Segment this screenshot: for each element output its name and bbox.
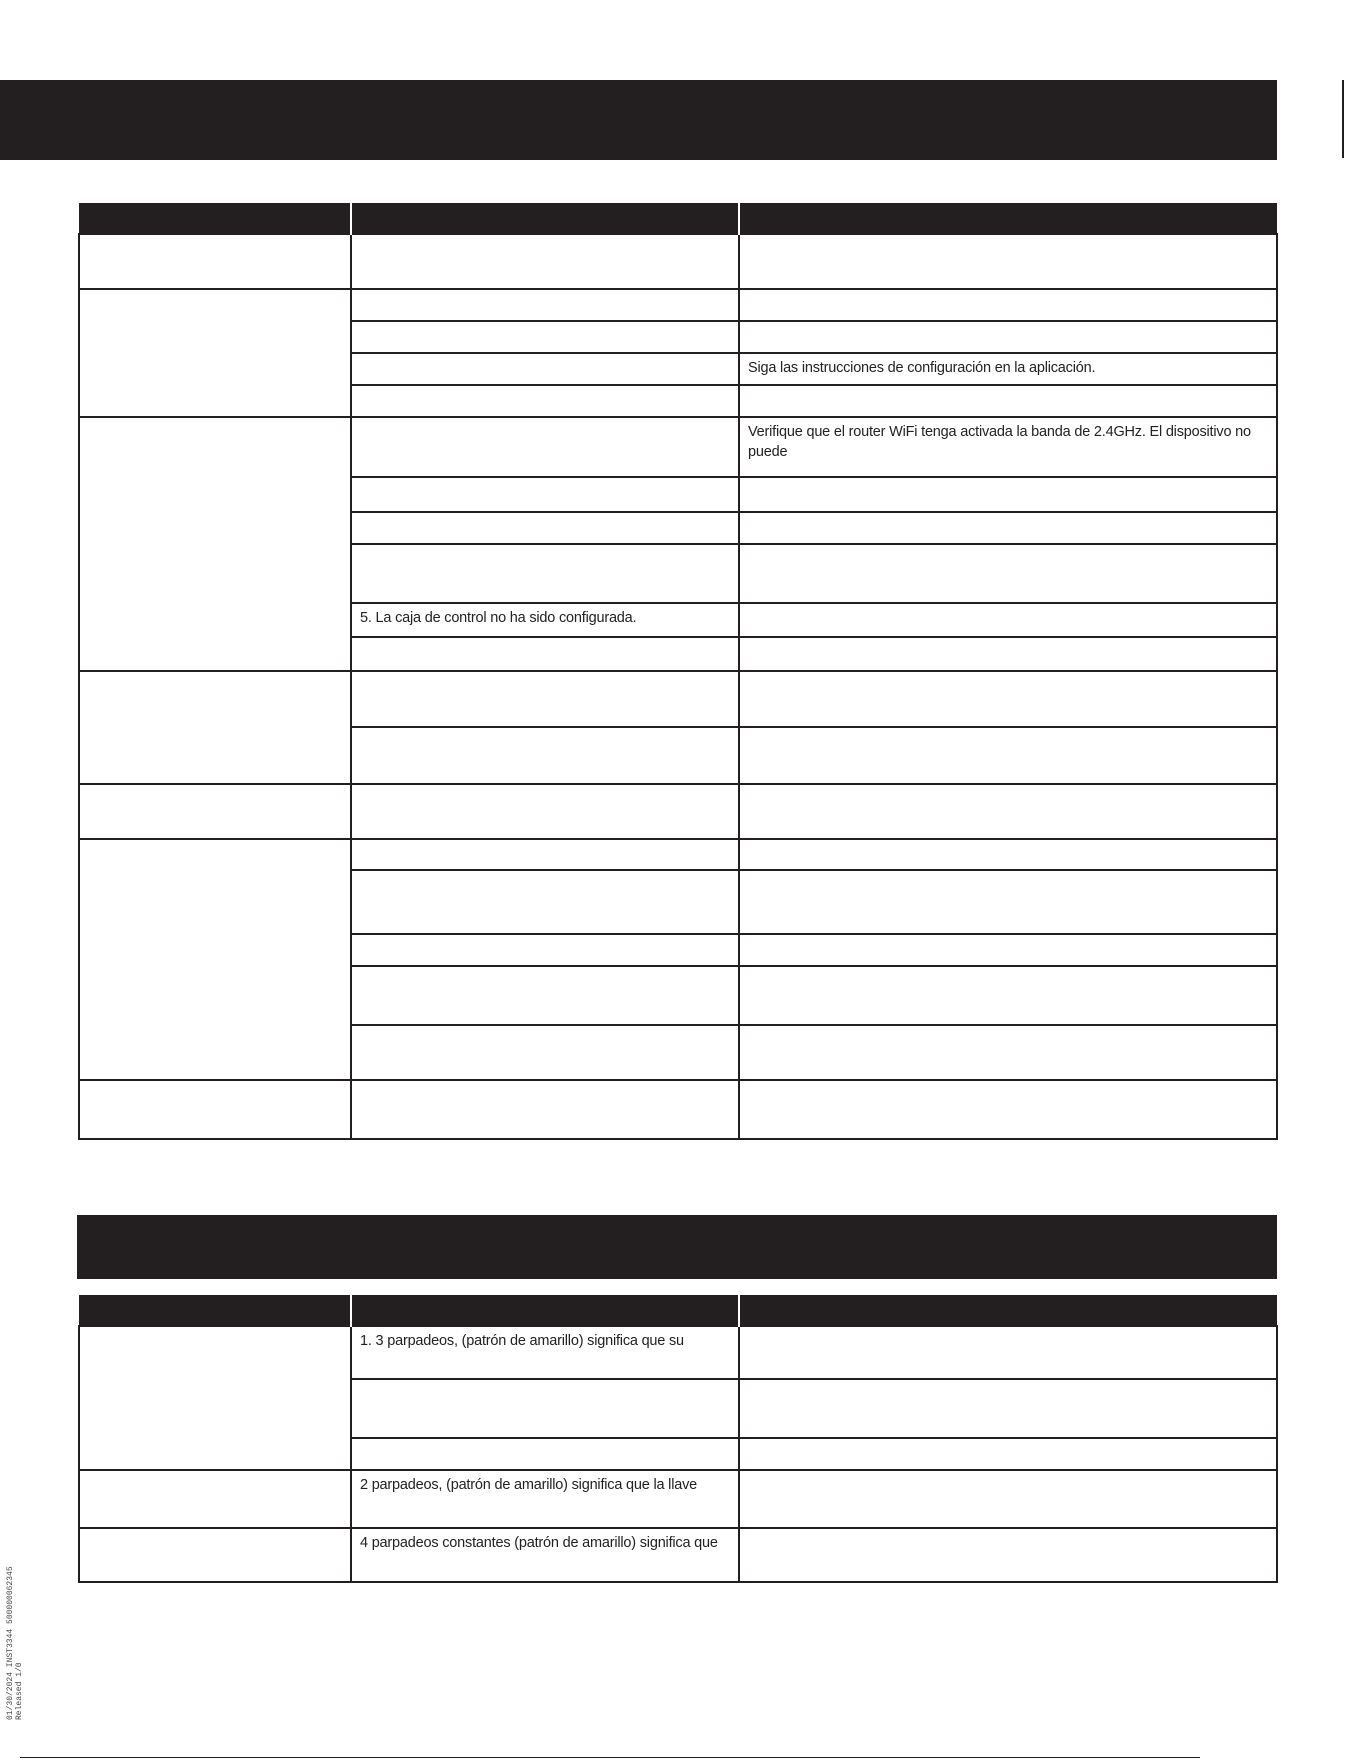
cause-cell [351,477,739,512]
crop-mark [1342,80,1344,158]
troubleshooting-table-2 [78,1295,1278,1583]
table-row [79,289,1277,321]
cause-cell [351,784,739,839]
table-row [79,417,1277,477]
problem-cell [79,1528,351,1582]
problem-cell [79,1080,351,1139]
table-row [79,839,1277,870]
cause-cell: 1. 3 parpadeos, (patrón de amarillo) significa que su [351,1326,739,1379]
side-print-info [6,1566,24,1720]
problem-cell [79,1326,351,1470]
cause-cell: 4 parpadeos constantes (patrón de amarillo) significa que [351,1528,739,1582]
solution-cell [739,477,1277,512]
cause-cell: 2 parpadeos, (patrón de amarillo) significa que la llave [351,1470,739,1528]
header-cell-3 [739,1295,1277,1326]
solution-cell [739,870,1277,934]
cause-cell [351,512,739,544]
solution-cell [739,1326,1277,1379]
cause-cell [351,1080,739,1139]
problem-cell [79,1470,351,1528]
solution-cell [739,784,1277,839]
problem-cell [79,417,351,671]
cause-cell [351,417,739,477]
solution-cell [739,671,1277,727]
problem-cell [79,234,351,289]
header-cell-1 [79,1295,351,1326]
solution-cell [739,1470,1277,1528]
header-cell-1 [79,203,351,234]
cause-cell [351,637,739,671]
solution-cell [739,234,1277,289]
solution-cell [739,603,1277,637]
table-header-row [79,1295,1277,1326]
cause-cell [351,671,739,727]
solution-cell [739,321,1277,353]
cause-cell [351,1025,739,1080]
solution-cell [739,1438,1277,1470]
table-row [79,1080,1277,1139]
solution-cell [739,544,1277,603]
table-row [79,234,1277,289]
cause-cell [351,934,739,966]
cause-cell [351,544,739,603]
table-row [79,1528,1277,1582]
solution-cell [739,637,1277,671]
cause-cell [351,234,739,289]
cause-cell [351,321,739,353]
table-header-row [79,203,1277,234]
solution-cell [739,1080,1277,1139]
solution-cell [739,289,1277,321]
solution-cell: Siga las instrucciones de configuración en la aplicación. [739,353,1277,385]
header-cell-3 [739,203,1277,234]
top-header-band [0,80,1277,160]
section-header-band [77,1215,1277,1279]
cause-cell [351,1379,739,1438]
table-row [79,784,1277,839]
table-row [79,1326,1277,1379]
cause-cell [351,966,739,1025]
solution-cell [739,1025,1277,1080]
solution-cell [739,966,1277,1025]
solution-cell: Verifique que el router WiFi tenga activada la banda de 2.4GHz. El dispositivo no puede [739,417,1277,477]
table-row [79,1470,1277,1528]
problem-cell [79,671,351,784]
cause-cell [351,353,739,385]
footer-rule [20,1757,1200,1758]
header-cell-2 [351,1295,739,1326]
cause-cell [351,839,739,870]
solution-cell [739,839,1277,870]
solution-cell [739,1379,1277,1438]
solution-cell [739,512,1277,544]
side-print-line-1: 01/30/2024 INST3344 500000062345 [6,1566,15,1720]
cause-cell [351,289,739,321]
cause-cell [351,385,739,417]
solution-cell [739,1528,1277,1582]
solution-cell [739,727,1277,784]
side-print-line-2: Released 1/0 [15,1662,24,1720]
solution-cell [739,385,1277,417]
table-row [79,671,1277,727]
problem-cell [79,289,351,417]
cause-cell: 5. La caja de control no ha sido configurada. [351,603,739,637]
header-cell-2 [351,203,739,234]
cause-cell [351,1438,739,1470]
solution-cell [739,934,1277,966]
cause-cell [351,727,739,784]
troubleshooting-table-1 [78,203,1278,1140]
problem-cell [79,839,351,1080]
cause-cell [351,870,739,934]
problem-cell [79,784,351,839]
